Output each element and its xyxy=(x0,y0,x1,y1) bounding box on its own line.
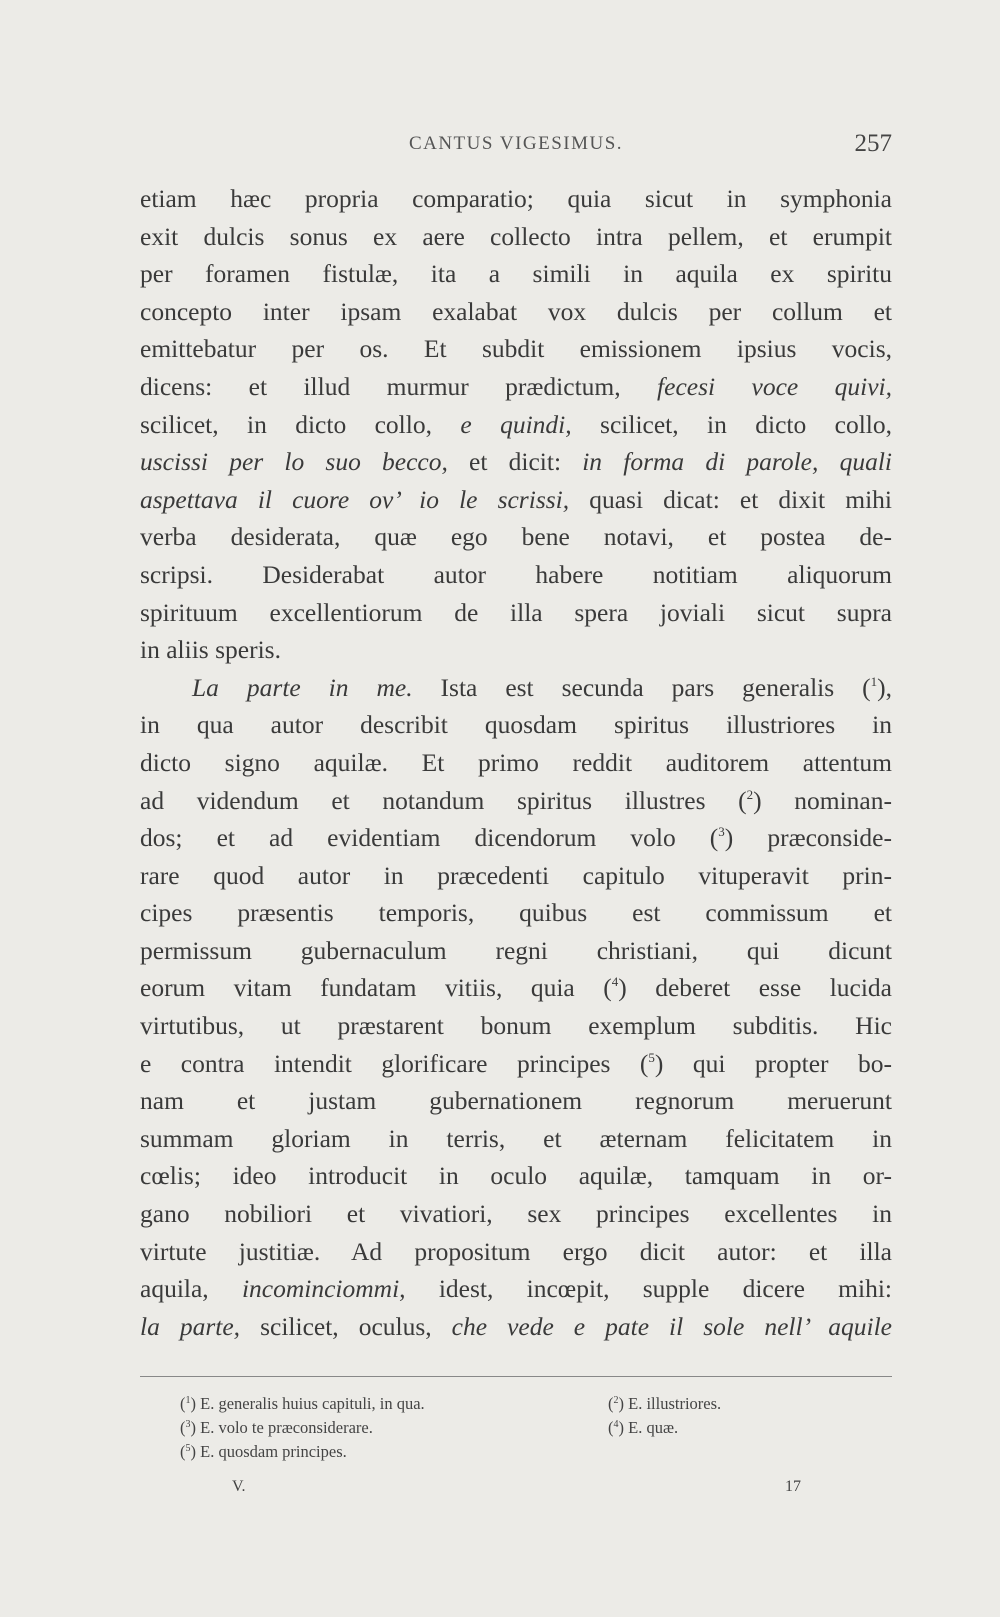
text-line: per foramen fistulæ, ita a simili in aquila ex spiritu xyxy=(140,259,892,289)
signature-volume: V. xyxy=(232,1478,246,1495)
text-line: dicens: et illud murmur prædictum, fecesi voce quivi, xyxy=(140,371,892,401)
text-line: scilicet, in dicto collo, e quindi, scilicet, in dicto collo, xyxy=(140,409,893,439)
running-head xyxy=(140,130,892,167)
text-line: aspettava il cuore ov’ io le scrissi, quasi dicat: et dixit mihi xyxy=(140,484,892,514)
text-line: emittebatur per os. Et subdit emissionem ipsius vocis, xyxy=(140,334,892,364)
footnote-rule xyxy=(140,1376,892,1377)
text-line: dicto signo aquilæ. Et primo reddit auditorem attentum xyxy=(140,747,892,777)
body-text xyxy=(140,180,892,1345)
text-line: la parte, scilicet, oculus, che vede e pate il sole nell’ aquile xyxy=(140,1311,892,1341)
footnote-2-text: E. illustriores. xyxy=(628,1394,722,1413)
text-line: eorum vitam fundatam vitiis, quia ($^4$) deberet esse lucida xyxy=(140,973,893,1003)
text-line: in qua autor describit quosdam spiritus illustriores in xyxy=(140,710,892,740)
running-title: CANTUS VIGESIMUS. xyxy=(408,133,624,154)
text-line: scripsi. Desiderabat autor habere notitiam aliquorum xyxy=(140,559,892,589)
text-line: La parte in me. Ista est secunda pars generalis ($^1$), xyxy=(192,672,892,702)
footnote-3-text: E. volo te præconsiderare. xyxy=(200,1418,373,1437)
footnote-1-text: E. generalis huius capituli, in qua. xyxy=(200,1394,425,1413)
footnote-4: ($^4$) E. quæ. xyxy=(608,1418,679,1437)
text-line: e contra intendit glorificare principes ($^5$) qui propter bo- xyxy=(140,1048,892,1078)
signature-sheet: 17 xyxy=(785,1478,801,1495)
footnote-row xyxy=(180,1416,880,1440)
text-line: virtute justitiæ. Ad propositum ergo dicit autor: et illa xyxy=(140,1236,892,1266)
text-line: exit dulcis sonus ex aere collecto intra pellem, et erumpit xyxy=(140,221,892,251)
text-line: nam et justam gubernationem regnorum meruerunt xyxy=(140,1086,892,1116)
text-line: dos; et ad evidentiam dicendorum volo ($^3$) præconside- xyxy=(140,823,892,853)
text-line: virtutibus, ut præstarent bonum exemplum subditis. Hic xyxy=(140,1011,892,1041)
page-number: 257 xyxy=(854,130,892,157)
text-line: verba desiderata, quæ ego bene notavi, et postea de- xyxy=(140,522,892,552)
footnote-2: ($^2$) E. illustriores. xyxy=(608,1394,722,1413)
text-line: rare quod autor in præcedenti capitulo vituperavit prin- xyxy=(140,860,892,890)
text-line: cipes præsentis temporis, quibus est commissum et xyxy=(140,898,892,928)
footnote-row xyxy=(180,1392,880,1416)
text-line: in aliis speris. xyxy=(140,635,281,665)
footnotes xyxy=(180,1392,880,1464)
footnote-5-text: E. quosdam principes. xyxy=(200,1442,347,1461)
text-line: etiam hæc propria comparatio; quia sicut in symphonia xyxy=(140,184,892,213)
footnote-1: ($^1$) E. generalis huius capituli, in qua. xyxy=(180,1394,425,1413)
text-line: aquila, incominciommi, idest, incœpit, supple dicere mihi: xyxy=(140,1274,892,1304)
text-line: spirituum excellentiorum de illa spera joviali sicut supra xyxy=(140,597,892,627)
text-line: concepto inter ipsam exalabat vox dulcis per collum et xyxy=(140,296,892,326)
footnote-3: ($^3$) E. volo te præconsiderare. xyxy=(180,1418,373,1437)
text-line: permissum gubernaculum regni christiani, qui dicunt xyxy=(140,935,892,965)
footnote-5: ($^5$) E. quosdam principes. xyxy=(180,1442,347,1461)
footnote-4-text: E. quæ. xyxy=(628,1418,679,1437)
text-line: gano nobiliori et vivatiori, sex principes excellentes in xyxy=(140,1199,892,1229)
text-line: uscissi per lo suo becco, et dicit: in forma di parole, quali xyxy=(140,447,892,477)
footnote-row xyxy=(180,1440,880,1464)
text-line: summam gloriam in terris, et æternam felicitatem in xyxy=(140,1123,892,1153)
printer-signature xyxy=(140,1478,892,1502)
text-line: ad videndum et notandum spiritus illustres ($^2$) nominan- xyxy=(140,785,892,815)
text-line: cœlis; ideo introducit in oculo aquilæ, tamquam in or- xyxy=(140,1161,892,1191)
